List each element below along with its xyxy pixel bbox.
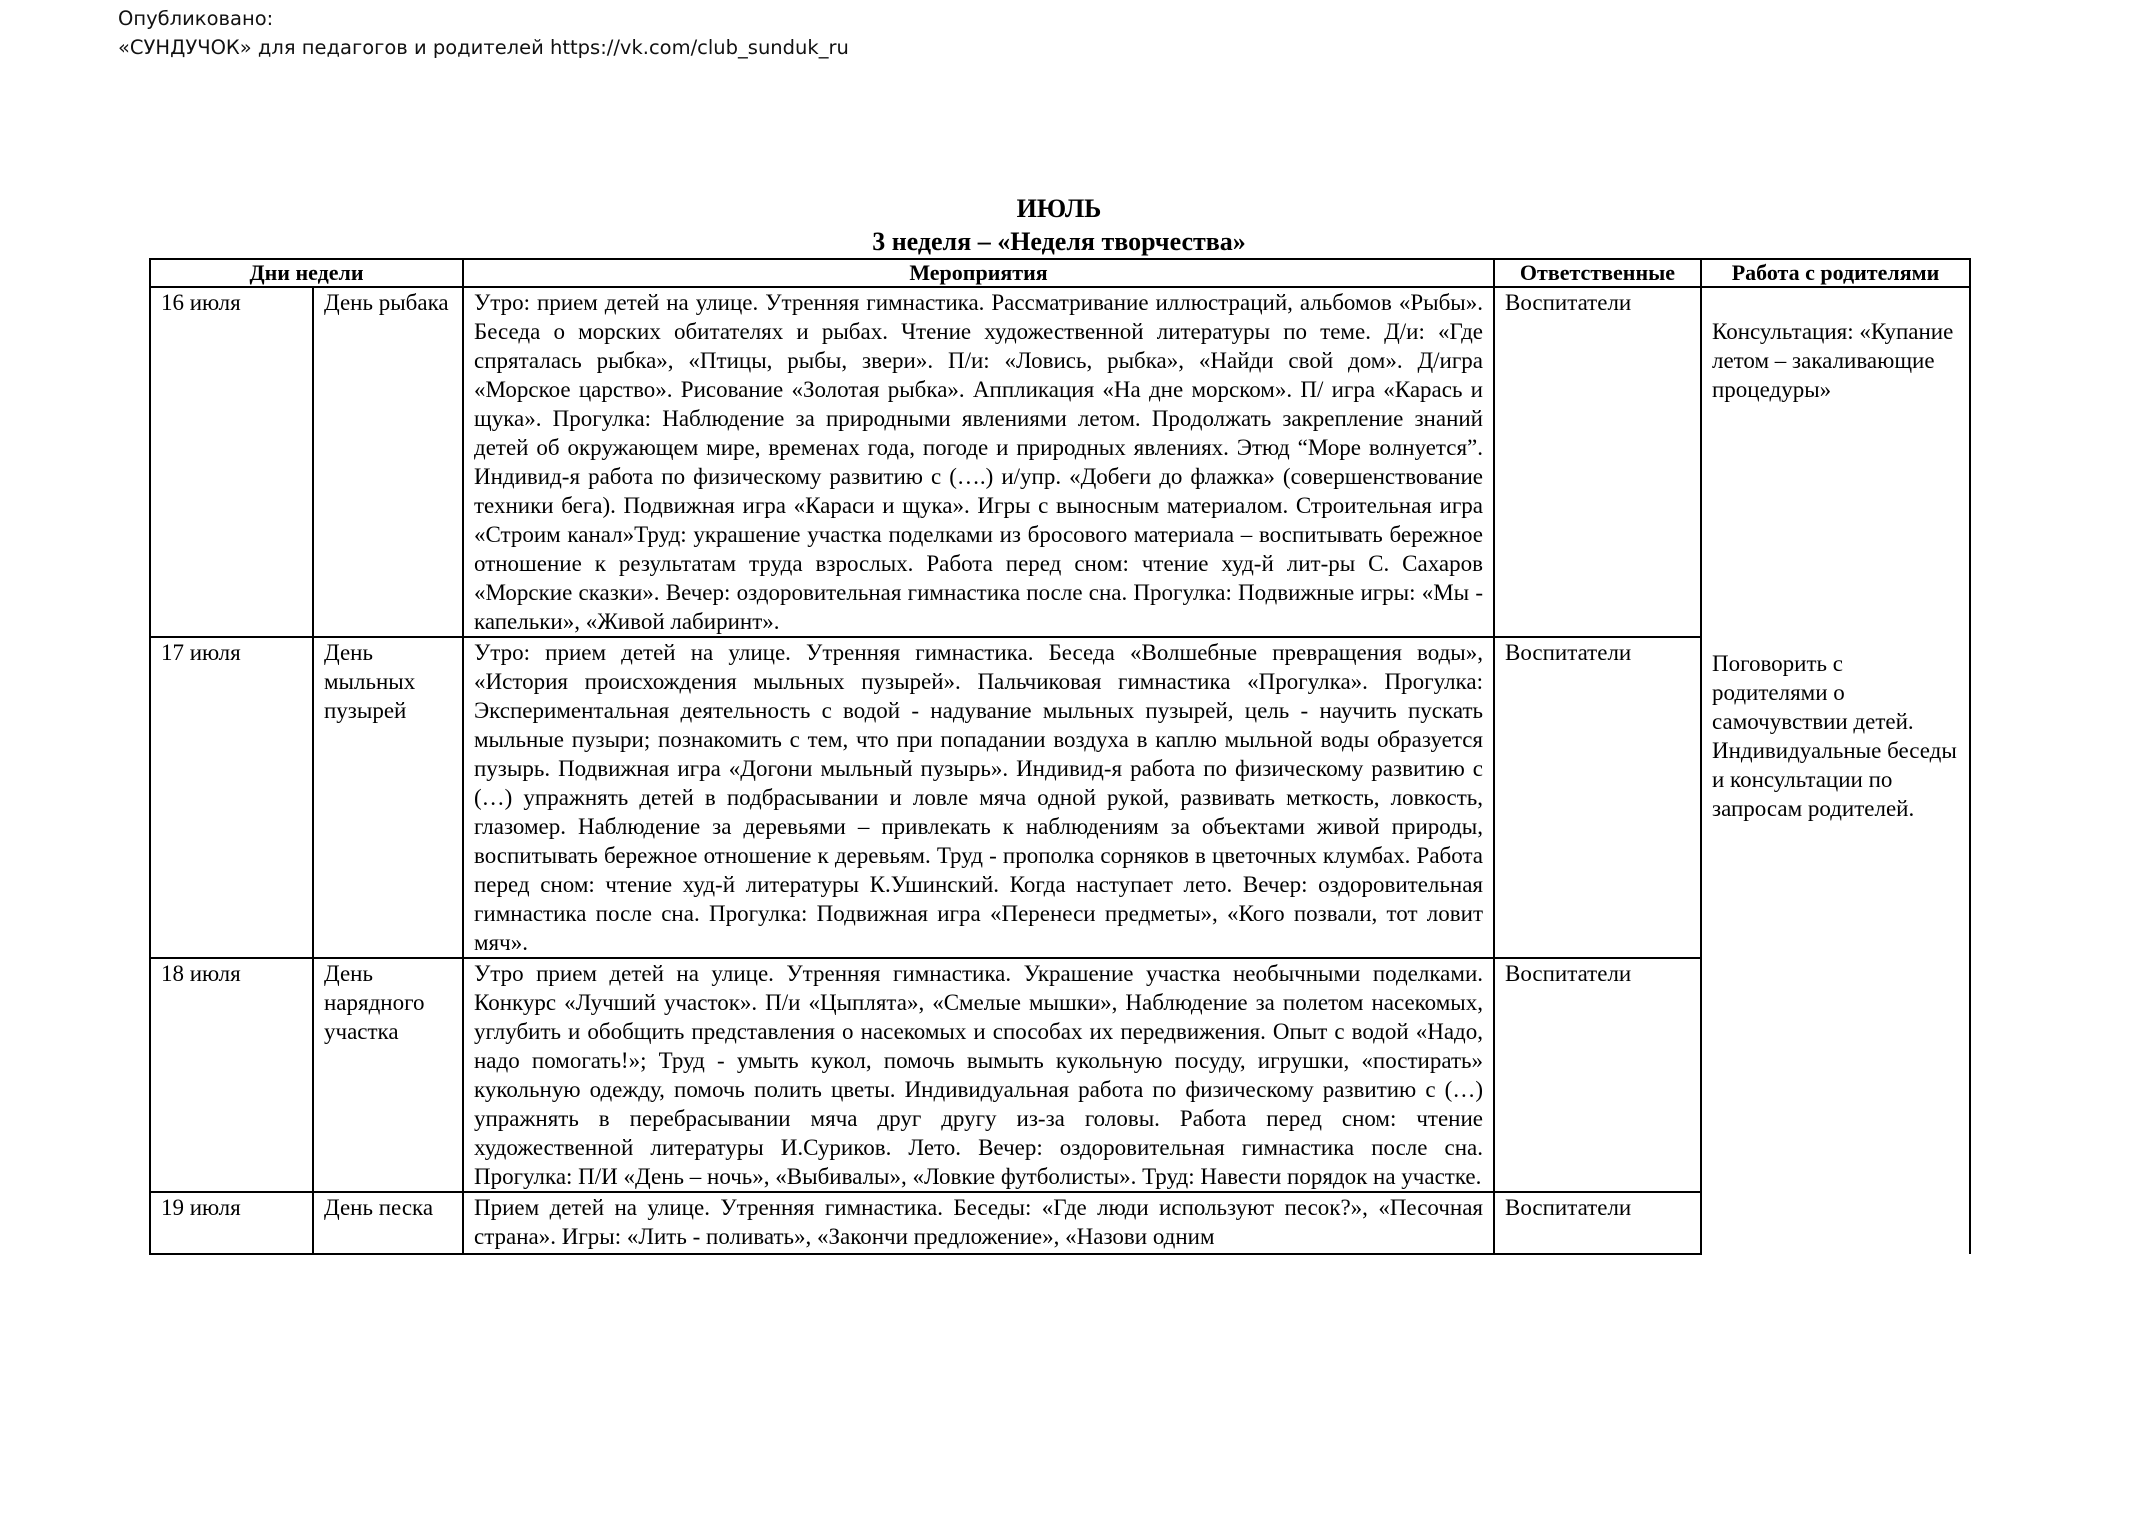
day-date: 19 июля <box>150 1192 313 1254</box>
month-title: ИЮЛЬ <box>1016 194 1102 223</box>
header-activities: Мероприятия <box>463 259 1494 287</box>
header-responsible: Ответственные <box>1494 259 1701 287</box>
day-activities: Утро прием детей на улице. Утренняя гимнастика. Украшение участка необычными поделками. Конкурс «Лучший участок». П/и «Цыплята», «Смелые мышки», Наблюдение за полетом насекомых, углубить и обобщить представления о насекомых и способах их передвижения. Опыт с водой «Надо, надо помогать!»; Труд - умыть кукол, помочь вымыть кукольную посуду, игрушки, «постирать» кукольную одежду, помочь полить цветы. Индивидуальная работа по физическому развитию с (…) упражнять в перебрасывании мяча друг другу из-за головы. Работа перед сном: чтение художественной литературы И.Суриков. Лето. Вечер: оздоровительная гимнастика после сна. Прогулка: П/И «День – ночь», «Выбивалы», «Ловкие футболисты». Труд: Навести порядок на участке. <box>463 958 1494 1192</box>
schedule-table <box>149 258 1971 1255</box>
parents-note: Консультация: «Купание летом – закаливающие процедуры» <box>1712 319 1954 402</box>
table-row <box>150 958 1970 1192</box>
document-title <box>149 192 1969 258</box>
published-source: «СУНДУЧОК» для педагогов и родителей https://vk.com/club_sunduk_ru <box>118 36 849 59</box>
published-label: Опубликовано: <box>118 7 274 30</box>
header-parents: Работа с родителями <box>1701 259 1970 287</box>
table-row <box>150 637 1970 958</box>
day-responsible: Воспитатели <box>1494 1192 1701 1254</box>
table-header-row <box>150 259 1970 287</box>
parents-note: Поговорить с родителями о самочувствии детей. Индивидуальные беседы и консультации по запросам родителей. <box>1712 651 1957 821</box>
publication-note <box>118 4 849 62</box>
day-activities: Утро: прием детей на улице. Утренняя гимнастика. Беседа «Волшебные превращения воды», «История происхождения мыльных пузырей». Пальчиковая гимнастика «Прогулка». Прогулка: Экспериментальная деятельность с водой - надувание мыльных пузырей, цель - научить пускать мыльные пузыри; познакомить с тем, что при попадании воздуха в каплю мыльной воды образуется пузырь. Подвижная игра «Догони мыльный пузырь». Индивид-я работа по физическому развитию с (…) упражнять детей в подбрасывании и ловле мяча одной рукой, развивать меткость, ловкость, глазомер. Наблюдение за деревьями – привлекать к наблюдениям за объектами живой природы, воспитывать бережное отношение к деревьям. Труд - прополка сорняков в цветочных клумбах. Работа перед сном: чтение худ-й литературы К.Ушинский. Когда наступает лето. Вечер: оздоровительная гимнастика после сна. Прогулка: Подвижная игра «Перенеси предметы», «Кого позвали, тот ловит мяч». <box>463 637 1494 958</box>
table-row <box>150 287 1970 637</box>
day-name: День песка <box>313 1192 463 1254</box>
day-responsible: Воспитатели <box>1494 287 1701 637</box>
day-responsible: Воспитатели <box>1494 958 1701 1192</box>
day-date: 18 июля <box>150 958 313 1192</box>
header-days: Дни недели <box>150 259 463 287</box>
table-row <box>150 1192 1970 1254</box>
day-activities: Прием детей на улице. Утренняя гимнастика. Беседы: «Где люди используют песок?», «Песочная страна». Игры: «Лить - поливать», «Закончи предложение», «Назови одним <box>463 1192 1494 1254</box>
parents-work-cell <box>1701 287 1970 1254</box>
day-name: День нарядного участка <box>313 958 463 1192</box>
week-title: 3 неделя – «Неделя творчества» <box>872 227 1246 256</box>
day-responsible: Воспитатели <box>1494 637 1701 958</box>
day-date: 17 июля <box>150 637 313 958</box>
day-name: День рыбака <box>313 287 463 637</box>
day-date: 16 июля <box>150 287 313 637</box>
day-activities: Утро: прием детей на улице. Утренняя гимнастика. Рассматривание иллюстраций, альбомов «Рыбы». Беседа о морских обитателях и рыбах. Чтение художественной литературы по теме. Д/и: «Где спряталась рыбка», «Птицы, рыбы, звери». П/и: «Ловись, рыбка», «Найди свой дом». Д/игра «Морское царство». Рисование «Золотая рыбка». Аппликация «На дне морском». П/ игра «Карась и щука». Прогулка: Наблюдение за природными явлениями летом. Продолжать закрепление знаний детей об окружающем мире, временах года, погоде и природных явлениях. Этюд “Море волнуется”. Индивид-я работа по физическому развитию с (….) и/упр. «Добеги до флажка» (совершенствование техники бега). Подвижная игра «Караси и щука». Игры с выносным материалом. Строительная игра «Строим канал»Труд: украшение участка поделками из бросового материала – воспитывать бережное отношение к результатам труда взрослых. Работа перед сном: чтение худ-й лит-ры С. Сахаров «Морские сказки». Вечер: оздоровительная гимнастика после сна. Прогулка: Подвижные игры: «Мы - капельки», «Живой лабиринт». <box>463 287 1494 637</box>
day-name: День мыльных пузырей <box>313 637 463 958</box>
